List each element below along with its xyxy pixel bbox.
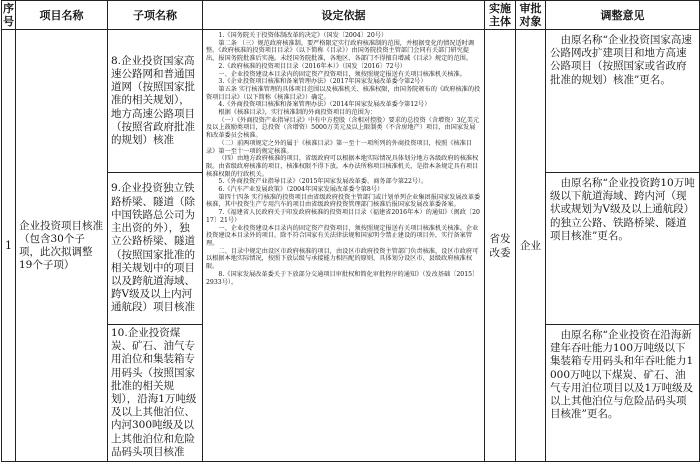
implementer: 省发改委 — [485, 30, 516, 462]
header-implementer: 实施主体 — [485, 1, 516, 30]
basis-paragraph: 3.《企业投资项目核准和备案管理办法》（2017年国家发展改革委令第2号） — [218, 78, 427, 86]
header-advice: 调整意见 — [546, 1, 700, 30]
approval-object: 企业 — [516, 30, 546, 462]
basis-paragraph: 第二条 （三）规范政府核准制。要严格限定实行政府核准制的范围，并根据变化的情况适时调整。《政府核准的投资项目目录》（以下简称《目录》）由国务院投资主管部门会同有关部门研究提出，报国务院批准后实施。未经国务院批准，各地区、各部门不得擅自增减《目录》规定的范围。 — [206, 39, 475, 63]
basis-paragraph: 一、企业投资建设本目录内的固定资产投资项目，须按照规定报送有关项目核准机关核准。 — [218, 70, 466, 78]
basis-paragraph: 2.《政府核准的投资项目目录（2016年本）》（国发〔2016〕72号） — [218, 62, 406, 70]
header-project-name: 项目名称 — [16, 1, 108, 30]
advice-text — [546, 30, 700, 173]
basis-paragraph: 4.《外商投资项目核准和备案管理办法》（2014年国家发展改革委令第12号） — [218, 101, 431, 109]
header-approval-object: 审批对象 — [516, 1, 546, 30]
basis-paragraph: 第四十四条 实行核准的投资项目由省级政府投资主管部门或计划单列企业集团报国家发展改革委核准，其中投资生产专用汽车的项目由省级政府投资管理部门核准后报国家发展改革委备案。 — [206, 193, 481, 209]
subitem-name: 8.企业投资国家高速公路网和普通国道网（按照国家批准的相关规划），地方高速公路项目（按照省政府批准的规划）核准 — [108, 30, 203, 173]
project-name: 企业投资项目核准（包含30个子项，此次拟调整19个子项） — [16, 30, 108, 462]
basis-paragraph: 8.《国家发展改革委关于下放部分交通项目审批权和简化审批程序的通知》（发改基础〔2015〕2933号）。 — [206, 270, 479, 286]
basis-paragraph: （四）由地方政府核准的项目，省级政府可以根据本地实际情况具体划分地方各级政府的核准权限。由省级政府核准的项目，核准权限不得下放。本办法所称项目核准机关，是指本条规定具有项目核准权限的行政机关。 — [206, 155, 479, 178]
subitem-name: 9.企业投资独立铁路桥梁、隧道（除中国铁路总公司为主出资的外），独立公路桥梁、隧道（按照国家批准的相关规划中的项目以及跨航道海域、跨Ⅴ级及以上内河通航段）项目核准 — [108, 173, 203, 325]
row-number: 1 — [2, 30, 16, 462]
header-basis: 设定依据 — [203, 1, 485, 30]
advice-content: 由原名称“企业投资跨10万吨级以下航道海域、跨内河（现状或规划为Ⅴ级及以上通航段）的独立公路、铁路桥梁、隧道项目核准”更名。 — [550, 177, 695, 242]
advice-text — [546, 173, 700, 325]
basis-paragraph: 第五条 实行核准管理的具体项目范围以及核准机关、核准权限，由国务院颁布的《政府核准的投资项目目录》（以下简称《核准目录》）确定。 — [206, 85, 481, 101]
advice-text — [546, 325, 700, 462]
basis-paragraph: 1.《国务院关于投资体制改革的决定》（国发〔2004〕20号） — [218, 32, 388, 39]
basis-paragraph: 二、目录中规定由设区市政府核准的项目，由设区市政府投资主管部门负责核准，设区市政府可以根据本地实际情况，按照下放层级与承接能力相匹配的原则，具体划分设区市、县级政府核准权限。 — [206, 247, 479, 271]
basis-paragraph: 7.《福建省人民政府关于印发政府核准的投资项目目录（福建省2016年本）的通知》（闽政〔2017〕21号） — [206, 209, 480, 224]
basis-paragraph: 根据《核准目录》，实行核准制的外商投资项目的范围为： — [218, 109, 377, 117]
basis-paragraph: （一）《外商投资产业指导目录》中有中方控股（含相对控股）要求的总投资（含增资）3亿美元及以上鼓励类项目，总投资（含增资）5000万美元及以上限制类（不含房地产）项目，由国家发展和改革委员会核准。 — [206, 116, 480, 140]
subitem-name: 10.企业投资煤炭、矿石、油气专用泊位和集装箱专用码头（按照国家批准的相关规划），沿海1万吨级及以上其他泊位、内河300吨级及以上其他泊位和危险品码头项目核准 — [108, 325, 203, 462]
header-subitem-name: 子项名称 — [108, 1, 203, 30]
basis-paragraph: 一、企业投资建设本目录内的固定资产投资项目，须按照规定报送有关项目核准机关核准。企业投资建设本目录外的项目，除不符合国家有关法律法规和国家明令禁止建设的项目外，实行备案管理。 — [206, 224, 479, 247]
basis-paragraph: （二）前两项规定之外的属于《核准目录》第一至十一项所列的外商投资项目，按照《核准目录》第一至十一项的规定核准。 — [206, 139, 473, 155]
adjustment-table — [1, 0, 700, 462]
basis-paragraph: 5.《外商投资产业指导目录》（2015年国家发展改革委、商务部令第22号）。 — [218, 178, 428, 186]
basis-paragraph: 6.《汽车产业发展政策》（2004年国家发展改革委令第8号） — [218, 186, 384, 194]
header-no: 序号 — [3, 2, 14, 28]
basis-text — [203, 30, 485, 462]
advice-content: 由原名称“企业投资在沿海新建年吞吐能力100万吨级以下集装箱专用码头和年吞吐能力1000万吨以下煤炭、矿石、油气专用泊位项目以及1万吨级及以上其他泊位与危险品码头项目核准”更名。 — [550, 329, 694, 421]
advice-content: 由原名称“企业投资国家高速公路网改扩建项目和地方高速公路项目（按照国家或省政府批准的规划）核准”更名。 — [550, 34, 692, 86]
table-header-row — [2, 1, 700, 30]
table-row — [2, 30, 700, 173]
